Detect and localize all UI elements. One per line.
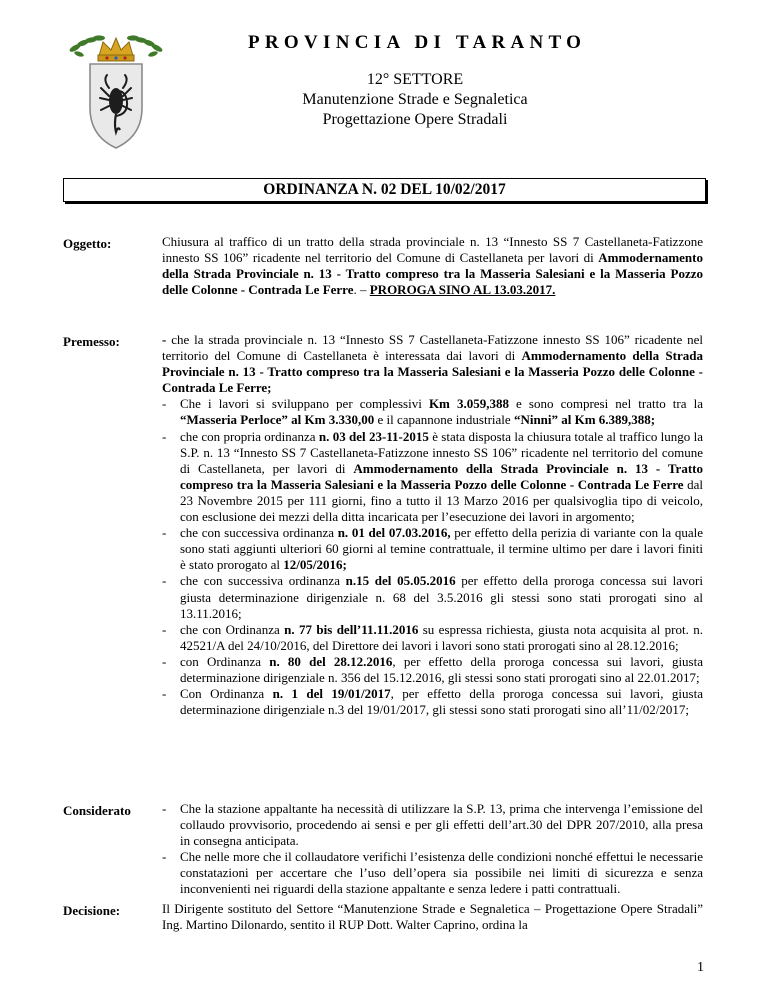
list-dash: -: [162, 653, 167, 669]
considerato-list: [162, 801, 703, 898]
sector-name-line2: Progettazione Opere Stradali: [322, 111, 508, 128]
premesso-item: - che con successiva ordinanza n.15 del 05.05.2016 per effetto della proroga concessa sui lavori giusta determinazione dirigenziale n. 68 del 3.5.2016 gli stessi sono stati prorogati sino al 13.11.2016;: [162, 573, 704, 621]
premesso-item: - con Ordinanza n. 80 del 28.12.2016, per effetto della proroga concessa sui lavori, giusta determinazione dirigenziale n. 356 del 15.12.2016, gli stessi sono stati prorogati sino al 22.01.2017;: [162, 653, 703, 685]
sector-number: 12° SETTORE: [366, 71, 464, 88]
province-coat-of-arms: [65, 28, 167, 154]
premesso-item: - che con propria ordinanza n. 03 del 23-11-2015 è stata disposta la chiusura totale al traffico lungo la S.P. n. 13 “Innesto SS 7 Castellaneta-Fatizzone innesto SS 106” ricadente nel territorio del comune di Castellaneta, per lavori di Ammodernamento della Strada Provinciale n. 13 - Tratto compreso tra la Masseria Salesiani e la Masseria Pozzo delle Colonne - Contrada Le Ferre dal 23 Novembre 2015 per 111 giorni, fino a tutto il 13 Marzo 2016 per qualsivoglia tipo di veicolo, con esclusione dei mezzi della ditta incaricata per l’esecuzione dei lavori in argomento;: [162, 428, 703, 525]
considerato-label: Considerato: [63, 803, 131, 818]
oggetto-text: Chiusura al traffico di un tratto della strada provinciale n. 13 “Innesto SS 7 Castellaneta-Fatizzone innesto SS 106” ricadente nel territorio del Comune di Castellaneta per lavori di Ammodernamento della Strada Provinciale n. 13 - Tratto compreso tra la Masseria Salesiani e la Masseria Pozzo delle Colonne - Contrada Le Ferre. – PROROGA SINO AL 13.03.2017.: [162, 234, 703, 298]
sector-name-line1: Manutenzione Strade e Segnaletica: [302, 91, 528, 108]
list-dash: -: [162, 396, 167, 412]
proroga-notice: PROROGA SINO AL 13.03.2017.: [369, 282, 556, 298]
list-dash: -: [162, 849, 167, 865]
list-dash: -: [162, 428, 167, 444]
sector-heading: [235, 70, 595, 130]
oggetto-label: Oggetto:: [63, 236, 112, 251]
premesso-text: - che la strada provinciale n. 13 “Innesto SS 7 Castellaneta-Fatizzone innesto SS 106” ricadente nel territorio del Comune di Castellaneta è interessata dai lavori di Ammodernamento della Strada Provinciale n. 13 - Tratto compreso tra la Masseria Salesiani e la Masseria Pozzo delle Colonne - Contrada Le Ferre; - Che i lavori si sviluppano per complessivi Km 3.059,388 e sono compresi nel tratto tra la “Masseria Perloce” al Km 3.330,00 e il capannone industriale “Ninni” al Km 6.389,388; - che con propria ordinanza n. 03 del 23-11-2015 è stata disposta la chiusura totale al traffico lungo la S.P. n. 13 “Innesto SS 7 Castellaneta-Fatizzone innesto SS 106” ricadente nel territorio del comune di Castellaneta, per lavori di Ammodernamento della Strada Provinciale n. 13 - Tratto compreso tra la Masseria Salesiani e la Masseria Pozzo delle Colonne - Contrada Le Ferre dal 23 Novembre 2015 per 111 giorni, fino a tutto il 13 Marzo 2016 per qualsivoglia tipo di veicolo, con esclusione dei mezzi della ditta incaricata per l’esecuzione dei lavori in argomento; - che con successiva ordinanza n. 01 del 07.03.2016, per effetto della perizia di variante con la quale sono stati aggiunti ulteriori 60 giorni al temine contrattuale, il termine ultimo per dare i lavori finiti è stato prorogato al 12/05/2016; - che con successiva ordinanza n.15 del 05.05.2016 per effetto della proroga concessa sui lavori giusta determinazione dirigenziale n. 68 del 3.5.2016 gli stessi sono stati prorogati sino al 13.11.2016; - che con Ordinanza n. 77 bis dell’11.11.2016 su espressa richiesta, giusta nota acquisita al prot. n. 42521/A del 24/10/2016, del Direttore dei lavori i lavori sono stati prorogati sino al 28.12.2016; - con Ordinanza n. 80 del 28.12.2016, per effetto della proroga concessa sui lavori, giusta determinazione dirigenziale n. 356 del 15.12.2016, gli stessi sono stati prorogati sino al 22.01.2017; - Con Ordinanza n. 1 del 19/01/2017, per effetto della proroga concessa sui lavori, giusta determinazione dirigenziale n.3 del 19/01/2017, gli stessi sono stati prorogati sino all’11/02/2017;: [162, 332, 704, 718]
page-number: 1: [697, 960, 704, 975]
list-dash: -: [162, 573, 167, 589]
list-dash: -: [162, 686, 167, 702]
premesso-label: Premesso:: [63, 334, 120, 349]
premesso-item: - Con Ordinanza n. 1 del 19/01/2017, per effetto della proroga concessa sui lavori, giusta determinazione dirigenziale n.3 del 19/01/2017, gli stessi sono stati prorogati sino all’11/02/2017;: [162, 686, 703, 718]
list-dash: -: [162, 621, 167, 637]
decisione-text: Il Dirigente sostituto del Settore “Manutenzione Strade e Segnaletica – Progettazione Opere Stradali” Ing. Martino Dilonardo, sentito il RUP Dott. Walter Caprino, ordina la: [162, 901, 703, 933]
premesso-list: [162, 396, 703, 718]
ordinance-title: ORDINANZA N. 02 DEL 10/02/2017: [63, 178, 706, 202]
premesso-item: - che con Ordinanza n. 77 bis dell’11.11.2016 su espressa richiesta, giusta nota acquisita al prot. n. 42521/A del 24/10/2016, del Direttore dei lavori i lavori sono stati prorogati sino al 28.12.2016;: [162, 621, 704, 653]
premesso-item: - Che i lavori si sviluppano per complessivi Km 3.059,388 e sono compresi nel tratto tra la “Masseria Perloce” al Km 3.330,00 e il capannone industriale “Ninni” al Km 6.389,388;: [162, 396, 703, 428]
premesso-item: - che con successiva ordinanza n. 01 del 07.03.2016, per effetto della perizia di variante con la quale sono stati aggiunti ulteriori 60 giorni al temine contrattuale, il termine ultimo per dare i lavori finiti è stato prorogato al 12/05/2016;: [162, 525, 703, 573]
list-dash: -: [162, 801, 167, 816]
considerato-item: - Che la stazione appaltante ha necessità di utilizzare la S.P. 13, prima che intervenga l’emissione del collaudo provvisorio, procedendo ai sensi e per gli effetti dell’art.30 del DPR 207/2010, alla presa in consegna anticipata.: [162, 801, 703, 849]
considerato-item: - Che nelle more che il collaudatore verifichi l’esistenza delle condizioni nonché effettui le necessarie constatazioni per accertare che l’uso dell’opera sia possibile nei limiti di sicurezza e senza inconvenienti nei riguardi della stazione appaltante e senza ledere i patti contrattuali.: [162, 849, 703, 897]
decisione-label: Decisione:: [63, 903, 121, 918]
list-dash: -: [162, 525, 167, 541]
province-title: PROVINCIA DI TARANTO: [248, 32, 587, 53]
